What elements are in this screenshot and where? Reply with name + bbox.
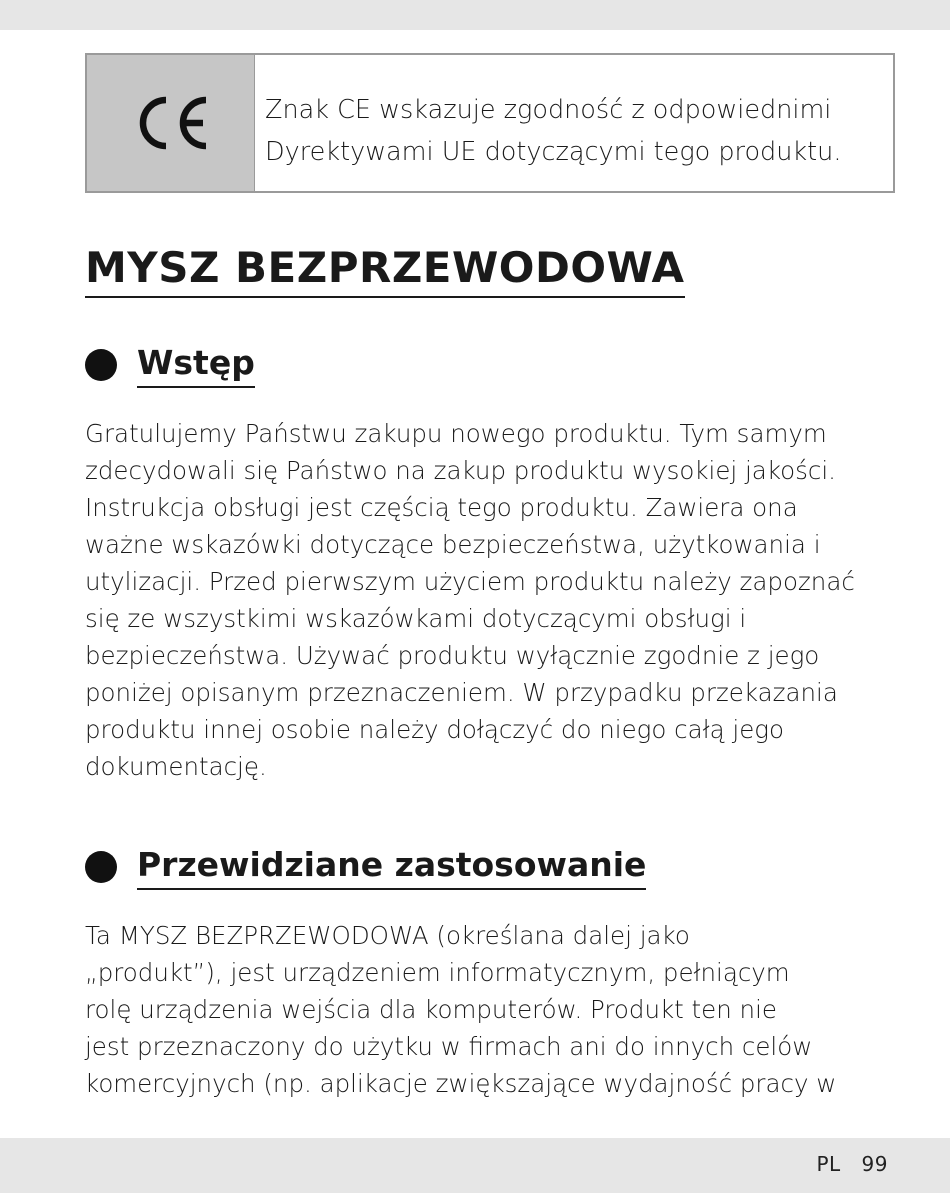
paragraph-line: poniżej opisanym przeznaczeniem. W przypadku przekazania (85, 678, 838, 707)
ce-notice-line: Dyrektywami UE dotyczącymi tego produktu. (265, 137, 842, 167)
top-margin-band (0, 0, 950, 30)
language-code: PL (816, 1152, 841, 1176)
ce-mark-icon (130, 94, 212, 152)
paragraph-line: bezpieczeństwa. Używać produktu wyłącznie zgodnie z jego (85, 641, 820, 670)
intended-use-paragraph (85, 917, 900, 1102)
ce-notice-text (255, 55, 893, 191)
ce-notice-line: Znak CE wskazuje zgodność z odpowiednimi (265, 95, 832, 125)
section-heading-text: Wstęp (137, 341, 255, 388)
paragraph-line: utylizacji. Przed pierwszym użyciem produktu należy zapoznać (85, 567, 855, 596)
ce-notice-box (85, 53, 895, 193)
paragraph-line: rolę urządzenia wejścia dla komputerów. Produkt ten nie (85, 995, 777, 1024)
section-heading-intro (85, 341, 255, 388)
bullet-icon (85, 349, 117, 381)
bottom-margin-band (0, 1138, 950, 1193)
paragraph-line: jest przeznaczony do użytku w firmach ani do innych celów (85, 1032, 813, 1061)
paragraph-line: Ta MYSZ BEZPRZEWODOWA (określana dalej jako (85, 921, 690, 950)
paragraph-line: „produkt”), jest urządzeniem informatycznym, pełniącym (85, 958, 790, 987)
paragraph-line: Gratulujemy Państwu zakupu nowego produktu. Tym samym (85, 419, 827, 448)
section-heading-text: Przewidziane zastosowanie (137, 843, 646, 890)
bullet-icon (85, 851, 117, 883)
paragraph-line: komercyjnych (np. aplikacje zwiększające wydajność pracy w (85, 1069, 837, 1098)
paragraph-line: dokumentację. (85, 752, 267, 781)
page-title: MYSZ BEZPRZEWODOWA (85, 240, 685, 298)
ce-mark-cell (87, 55, 255, 191)
paragraph-line: produktu innej osobie należy dołączyć do niego całą jego (85, 715, 784, 744)
paragraph-line: Instrukcja obsługi jest częścią tego produktu. Zawiera ona (85, 493, 798, 522)
paragraph-line: zdecydowali się Państwo na zakup produktu wysokiej jakości. (85, 456, 836, 485)
paragraph-line: ważne wskazówki dotyczące bezpieczeństwa, użytkowania i (85, 530, 821, 559)
page-footer (816, 1152, 888, 1176)
section-heading-intended-use (85, 843, 646, 890)
page-number: 99 (861, 1152, 888, 1176)
intro-paragraph (85, 415, 900, 785)
paragraph-line: się ze wszystkimi wskazówkami dotyczącymi obsługi i (85, 604, 747, 633)
